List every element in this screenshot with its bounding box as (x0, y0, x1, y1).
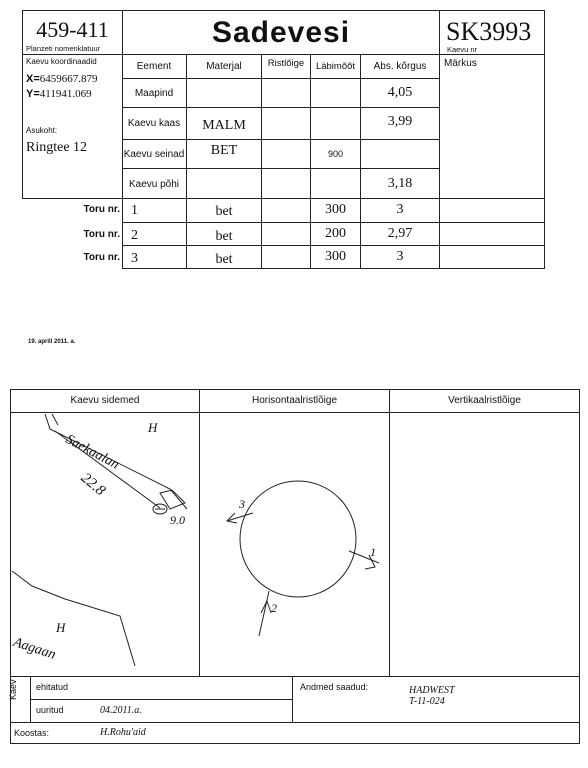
pipe-diameter: 200 (325, 226, 346, 241)
col-header-notes: Märkus (444, 58, 477, 69)
col-header-material: Materjal (206, 61, 242, 72)
sketch-col2-title: Horisontaalristlõige (251, 395, 338, 406)
coords-box (22, 54, 123, 199)
row-element: Kaevu põhi (128, 178, 180, 190)
hand-val: 9.0 (170, 513, 185, 527)
location-label: Asukoht: (26, 126, 58, 135)
pipe-material: bet (215, 229, 233, 244)
pipe-label-1: 1 (370, 545, 376, 559)
pipe-nr: 2 (131, 228, 138, 243)
pipe-label-3: 3 (239, 497, 245, 511)
sheet-caption: Planzeti nomenklatuur (26, 44, 101, 53)
coord-y-label: Y= (26, 88, 40, 100)
row-abs: 4,05 (387, 85, 413, 100)
pipe-diameter: 300 (325, 249, 346, 264)
row-abs: 3,18 (387, 176, 413, 191)
row-element: Maapind (134, 87, 174, 99)
pipe-nr: 1 (131, 203, 138, 218)
coord-x-label: X= (26, 73, 40, 85)
col-header-cross: Ristlõige (267, 58, 305, 69)
coord-y-value: 411941.069 (39, 88, 92, 100)
data-source-value1: HADWEST (409, 685, 455, 696)
row-abs: 3,99 (387, 113, 413, 129)
col-header-abs: Abs. kõrgus (373, 61, 427, 72)
well-id-box (439, 10, 545, 55)
sketch-col1-title: Kaevu sidemed (70, 395, 140, 406)
well-id: SK3993 (446, 17, 532, 46)
row-diameter: 900 (327, 149, 344, 159)
pipe-nr: 3 (131, 251, 138, 266)
coords-label: Kaevu koordinaadid (26, 57, 97, 66)
pipe-label-2: 2 (271, 601, 277, 615)
sheet-number-box (22, 10, 123, 55)
surveyed-label: uuritud (36, 705, 64, 715)
data-source-label: Andmed saadud: (300, 682, 369, 692)
compiled-label: Koostas: (14, 728, 50, 738)
surveyed-value: 04.2011.a. (100, 705, 142, 716)
pipe-label: Toru nr. (83, 204, 120, 215)
pipe-abs: 2,97 (387, 226, 413, 241)
coord-x-value: 6459667.879 (39, 73, 98, 85)
sketch-col3-title: Vertikaalristlõige (448, 395, 521, 406)
pipe-label: Toru nr. (83, 229, 120, 240)
hand-area: Aagaan (11, 635, 58, 663)
data-source-value2: T-11-024 (409, 696, 445, 707)
pipe-material: bet (215, 204, 233, 219)
hand-dist: 22.8 (77, 470, 109, 500)
col-header-diameter: Läbimõõt (315, 61, 356, 72)
sheet-number: 459-411 (36, 17, 109, 42)
hand-h2: H (56, 620, 66, 635)
location-value: Ringtee 12 (26, 140, 88, 155)
pipe-label: Toru nr. (83, 252, 120, 263)
footer-side-label: Kaev (8, 679, 18, 700)
col-header-element: Eement (136, 61, 172, 72)
compiled-row (10, 722, 580, 744)
pipe-diameter: 300 (325, 202, 346, 217)
row-element: Kaevu seinad (123, 148, 185, 160)
hand-h1: H (148, 420, 158, 435)
row-material: BET (210, 143, 238, 158)
title-box (122, 10, 440, 55)
pipe-abs: 3 (396, 202, 404, 217)
page-title: Sadevesi (211, 16, 351, 49)
row-material: MALM (202, 117, 246, 133)
compiled-value: H.Rohu'aid (100, 727, 146, 738)
pipe-material: bet (215, 251, 233, 267)
built-label: ehitatud (36, 682, 69, 692)
row-element: Kaevu kaas (127, 118, 181, 129)
horizontal-section (199, 411, 388, 676)
date-note: 19. aprill 2011. a. (28, 339, 76, 345)
coord-x (26, 73, 98, 85)
well-caption: Kaevu nr (447, 45, 478, 54)
coord-y (26, 88, 92, 100)
pipe-abs: 3 (396, 249, 404, 264)
hand-street: Saekaalan (62, 432, 122, 473)
